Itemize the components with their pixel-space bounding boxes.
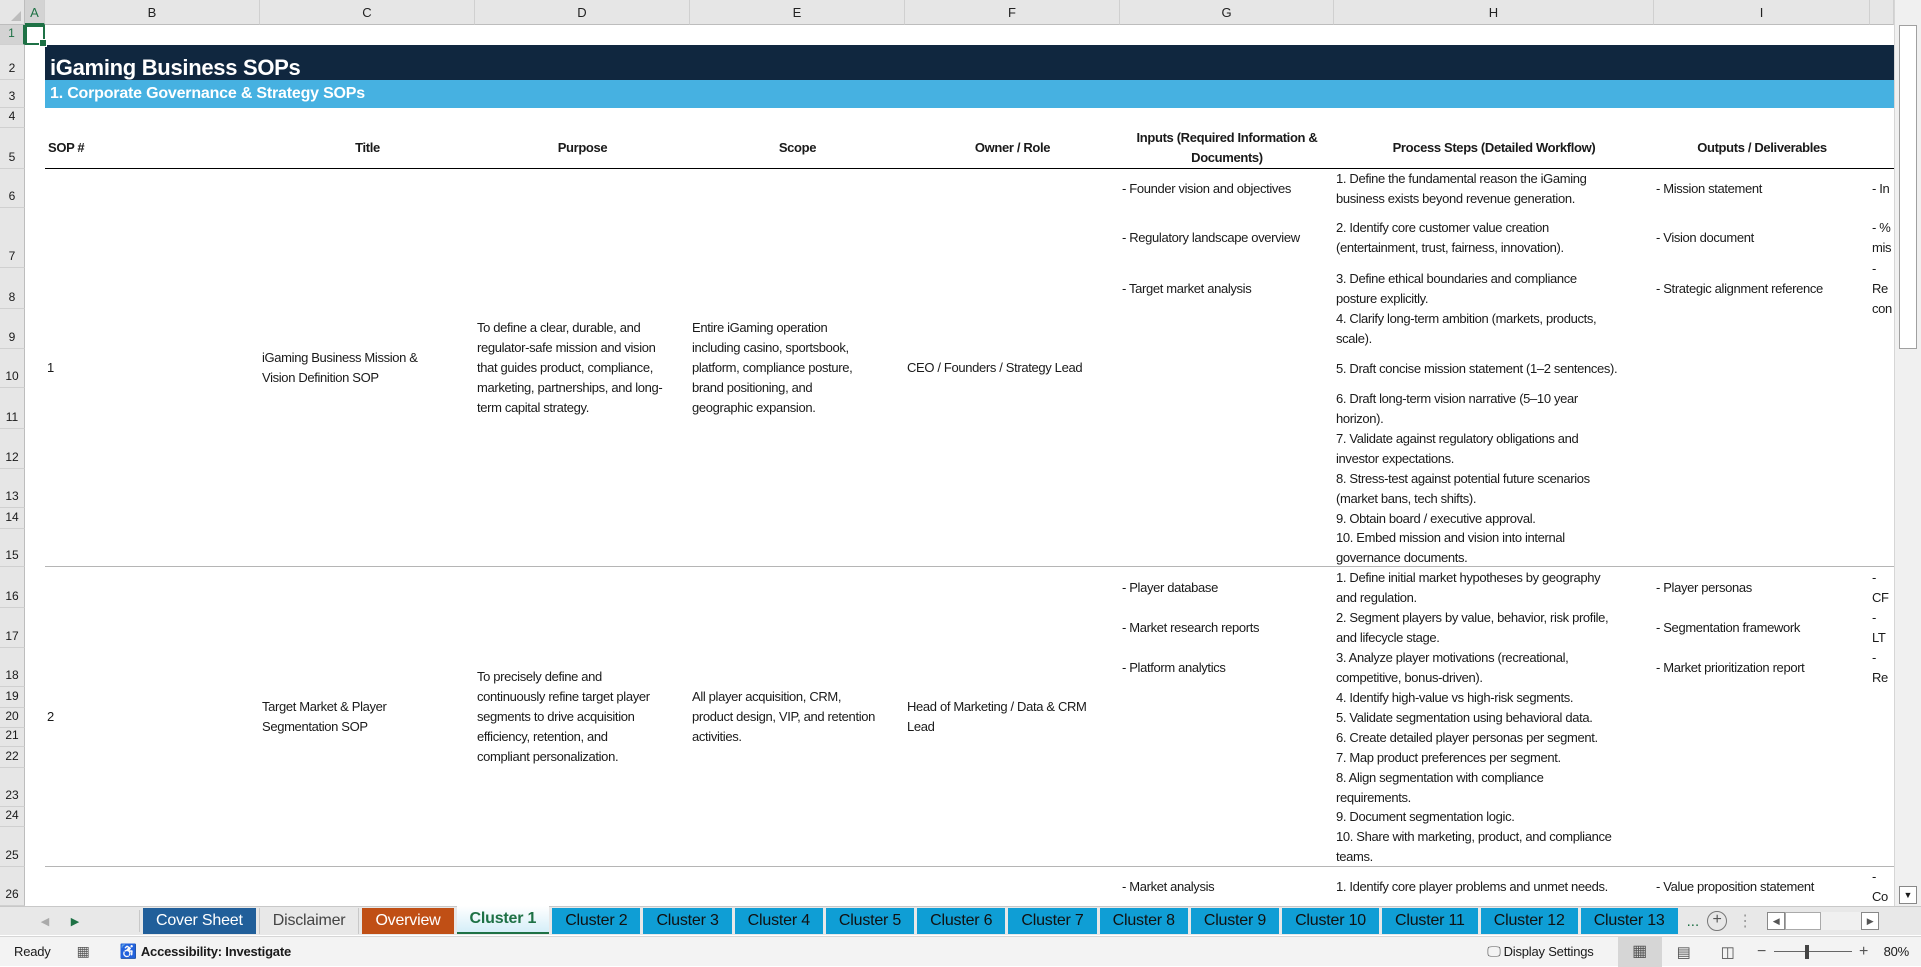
zoom-out-icon[interactable]: − [1757,942,1767,960]
status-ready: Ready [14,944,51,959]
sop-scope: All player acquisition, CRM, product design, VIP, and retention activities. [692,689,875,744]
header-purpose: Purpose [475,128,690,169]
column-header-I[interactable]: I [1654,0,1870,25]
process-step: 9. Document segmentation logic. [1336,809,1515,824]
sop-input: - Target market analysis [1122,280,1252,296]
selected-cell-a1[interactable] [25,25,45,45]
sop-title: Target Market & Player Segmentation SOP [262,699,387,734]
row-header-23[interactable]: 23 [0,768,25,807]
row-header-22[interactable]: 22 [0,747,25,768]
process-step: 2. Identify core customer value creation (entertainment, trust, fairness, innovation). [1336,220,1564,255]
row-header-16[interactable]: 16 [0,567,25,608]
sop-output: - Value proposition statement [1656,878,1814,894]
header-outputs: Outputs / Deliverables [1654,128,1870,169]
sheet-tab-cluster-1[interactable]: Cluster 1 [457,906,550,934]
row-header-4[interactable]: 4 [0,108,25,128]
sheet-tab-cluster-4[interactable]: Cluster 4 [735,908,823,934]
row-header-3[interactable]: 3 [0,80,25,108]
row-header-25[interactable]: 25 [0,827,25,867]
row-header-6[interactable]: 6 [0,169,25,208]
accessibility-icon[interactable]: ♿ [119,943,137,959]
column-header-B[interactable]: B [45,0,260,25]
horizontal-scrollbar[interactable] [1767,912,1879,930]
process-step: 9. Obtain board / executive approval. [1336,510,1536,526]
add-sheet-icon[interactable]: + [1707,911,1727,931]
column-header-C[interactable]: C [260,0,475,25]
sop-input: - Market research reports [1122,620,1260,635]
process-step: 2. Segment players by value, behavior, risk profile, and lifecycle stage. [1336,610,1609,645]
sheet-tab-cluster-9[interactable]: Cluster 9 [1191,908,1279,934]
process-step: 3. Define ethical boundaries and compliance posture explicitly. [1336,270,1577,306]
sheet-tab-disclaimer[interactable]: Disclaimer [259,908,360,934]
sop-input: - Player database [1122,579,1218,595]
page-title: iGaming Business SOPs [45,45,1894,80]
sop-input: - Regulatory landscape overview [1122,230,1300,245]
next-column-cell: - Re con [1872,260,1892,316]
row-header-15[interactable]: 15 [0,529,25,567]
status-bar [0,936,1921,966]
horizontal-scroll-thumb[interactable] [1785,912,1821,930]
process-step: 5. Draft concise mission statement (1–2 sentences). [1336,360,1618,376]
sop-output: - Segmentation framework [1656,620,1801,635]
sheet-tab-cluster-10[interactable]: Cluster 10 [1282,908,1379,934]
page-layout-view-icon[interactable]: ▤ [1676,943,1691,961]
row-header-13[interactable]: 13 [0,469,25,508]
process-step: 3. Analyze player motivations (recreational, competitive, bonus-driven). [1336,649,1569,685]
row-header-12[interactable]: 12 [0,429,25,469]
sheet-tab-cluster-8[interactable]: Cluster 8 [1100,908,1188,934]
column-header-G[interactable]: G [1120,0,1334,25]
process-step: 6. Draft long-term vision narrative (5–10 year horizon). [1336,390,1578,426]
row-header-17[interactable]: 17 [0,608,25,648]
sop-input: - Founder vision and objectives [1122,180,1292,196]
column-header-A[interactable]: A [25,0,45,25]
row-header-1[interactable]: 1 [0,25,25,45]
normal-view-icon[interactable]: ▦ [1618,937,1662,967]
process-step: 1. Identify core player problems and unmet needs. [1336,878,1608,894]
process-step: 5. Validate segmentation using behavioral data. [1336,710,1593,725]
column-header-D[interactable]: D [475,0,690,25]
sop-number: 1 [47,360,54,375]
sheet-tab-cluster-5[interactable]: Cluster 5 [826,908,914,934]
sheet-tab-cluster-6[interactable]: Cluster 6 [917,908,1005,934]
sop-number: 2 [47,709,54,724]
header-title: Title [260,128,475,169]
header-inputs: Inputs (Required Information & Documents) [1120,128,1334,169]
next-column-cell: - Re [1872,649,1888,685]
column-header-next[interactable] [1870,0,1894,25]
page-break-preview-icon[interactable]: ◫ [1720,943,1735,961]
process-step: 1. Define the fundamental reason the iGaming business exists beyond revenue generation. [1336,170,1587,206]
row-header-11[interactable]: 11 [0,388,25,429]
row-header-10[interactable]: 10 [0,349,25,388]
vertical-scrollbar[interactable] [1894,0,1921,906]
sop-output: - Vision document [1656,230,1754,245]
sop-output: - Strategic alignment reference [1656,280,1823,296]
sop-input: - Platform analytics [1122,659,1226,675]
display-settings-icon[interactable]: 🖵 [1487,943,1501,959]
sop-output: - Player personas [1656,579,1752,595]
sheet-tab-cluster-12[interactable]: Cluster 12 [1481,908,1578,934]
accessibility-status[interactable]: Accessibility: Investigate [140,944,291,959]
row-header-5[interactable]: 5 [0,128,25,169]
process-step: 1. Define initial market hypotheses by geography and regulation. [1336,569,1601,605]
header-next [1870,128,1894,169]
process-step: 7. Map product preferences per segment. [1336,749,1561,765]
sop-owner: CEO / Founders / Strategy Lead [907,360,1083,375]
sheet-tab-cluster-13[interactable]: Cluster 13 [1581,908,1678,934]
scroll-left-icon[interactable]: ◀ [1767,912,1785,930]
scroll-right-icon[interactable]: ▶ [1861,912,1879,930]
sop-title: iGaming Business Mission & Vision Definition SOP [262,350,418,385]
sheet-tab-cluster-11[interactable]: Cluster 11 [1382,908,1478,934]
process-step: 10. Share with marketing, product, and compliance teams. [1336,829,1612,864]
sheet-tab-cover-sheet[interactable]: Cover Sheet [143,908,256,934]
sheet-tab-bar [0,906,1921,935]
row-header-20[interactable]: 20 [0,708,25,728]
scrollbar-thumb[interactable] [1899,25,1917,349]
header-sop-number: SOP # [45,128,260,169]
process-step: 8. Stress-test against potential future scenarios (market bans, tech shifts). [1336,470,1590,506]
sop-purpose: To define a clear, durable, and regulator-safe mission and vision that guides product, compliance, marketing, partnerships, and long- term capital strategy. [477,320,663,415]
process-step: 4. Identify high-value vs high-risk segments. [1336,689,1574,705]
sheet-tab-cluster-3[interactable]: Cluster 3 [643,908,731,934]
scroll-down-arrow-icon[interactable]: ▼ [1899,886,1917,904]
zoom-slider-thumb[interactable] [1805,945,1809,959]
next-column-cell: - LT [1872,610,1886,645]
sop-purpose: To precisely define and continuously refine target player segments to drive acquisition efficiency, retention, and compliant personalization. [477,669,650,764]
more-tabs-ellipsis[interactable]: ... [1686,912,1700,930]
tab-scroll-right-icon[interactable]: ▶ [70,915,80,928]
header-process: Process Steps (Detailed Workflow) [1334,128,1654,169]
process-step: 8. Align segmentation with compliance requirements. [1336,769,1544,805]
row-header-7[interactable]: 7 [0,208,25,268]
section-title: 1. Corporate Governance & Strategy SOPs [45,80,1894,108]
row-header-14[interactable]: 14 [0,508,25,529]
header-scope: Scope [690,128,905,169]
next-column-cell: - Co [1872,868,1888,904]
row-header-26[interactable]: 26 [0,867,25,906]
tab-scroll-left-icon[interactable]: ◀ [40,915,50,928]
next-column-cell: - CF [1872,569,1889,605]
process-step: 7. Validate against regulatory obligations and investor expectations. [1336,431,1579,466]
process-step: 10. Embed mission and vision into internal governance documents. [1336,530,1565,565]
header-owner: Owner / Role [905,128,1120,169]
next-column-cell: - % mis [1872,220,1892,255]
more-options-icon[interactable]: ⋮ [1737,913,1754,930]
sop-owner: Head of Marketing / Data & CRM Lead [907,699,1087,734]
sop-scope: Entire iGaming operation including casino, sportsbook, platform, compliance posture, brand positioning, and geographic expansion. [692,320,853,415]
next-column-cell: - In [1872,180,1890,196]
column-header-E[interactable]: E [690,0,905,25]
sop-output: - Mission statement [1656,180,1763,196]
sheet-tab-overview[interactable]: Overview [362,908,453,934]
row-header-18[interactable]: 18 [0,648,25,687]
row-header-8[interactable]: 8 [0,268,25,309]
display-settings-button[interactable]: Display Settings [1503,944,1594,959]
row-header-19[interactable]: 19 [0,687,25,708]
zoom-level[interactable]: 80% [1883,944,1909,959]
zoom-in-icon[interactable]: + [1859,942,1869,960]
zoom-slider[interactable] [1774,945,1852,959]
select-all-button[interactable] [0,0,25,25]
sheet-tab-cluster-7[interactable]: Cluster 7 [1008,908,1096,934]
macro-recorder-icon[interactable]: ▦ [76,943,90,959]
sop-input: - Market analysis [1122,878,1215,894]
row-header-21[interactable]: 21 [0,728,25,747]
row-header-2[interactable]: 2 [0,45,25,80]
process-step: 4. Clarify long-term ambition (markets, products, scale). [1336,311,1597,346]
column-header-H[interactable]: H [1334,0,1654,25]
sop-output: - Market prioritization report [1656,659,1805,675]
row-header-24[interactable]: 24 [0,807,25,827]
column-header-F[interactable]: F [905,0,1120,25]
sheet-tab-cluster-2[interactable]: Cluster 2 [552,908,640,934]
row-header-9[interactable]: 9 [0,309,25,349]
process-step: 6. Create detailed player personas per segment. [1336,729,1598,745]
